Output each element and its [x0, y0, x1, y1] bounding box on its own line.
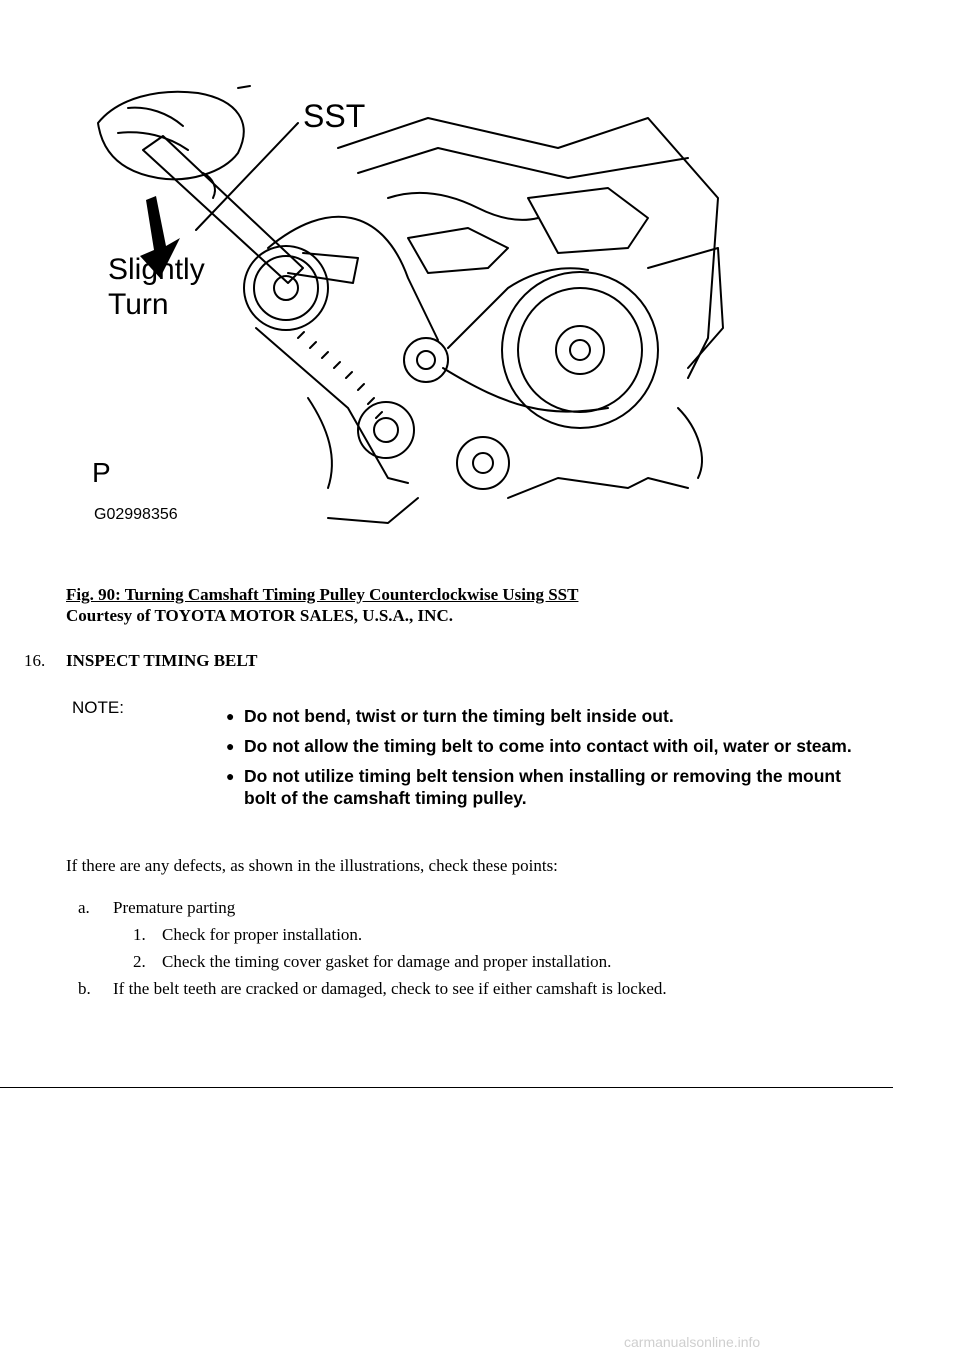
intro-text: If there are any defects, as shown in the illustrations, check these points:: [66, 856, 558, 875]
note-item-text: Do not bend, twist or turn the timing belt inside out.: [244, 706, 674, 726]
step-title: INSPECT TIMING BELT: [66, 651, 258, 670]
list-item-text: Check for proper installation.: [162, 925, 363, 944]
watermark: carmanualsonline.info: [624, 1334, 761, 1350]
list-item-text: Premature parting: [113, 898, 236, 917]
note-list: [224, 705, 864, 817]
list-marker: 1.: [133, 925, 146, 944]
sst-label: SST: [303, 98, 366, 134]
bullet-icon: ●: [226, 768, 235, 784]
note-item-text: Do not utilize timing belt tension when installing or removing the mount bolt of the camshaft timing pulley.: [244, 766, 841, 808]
note-item-text: Do not allow the timing belt to come into contact with oil, water or steam.: [244, 736, 852, 756]
list-item: [78, 979, 667, 999]
list-item-text: If the belt teeth are cracked or damaged, check to see if either camshaft is locked.: [113, 979, 667, 998]
list-marker: 2.: [133, 952, 146, 971]
list-item: [78, 898, 235, 918]
figure-caption-link[interactable]: Fig. 90: Turning Camshaft Timing Pulley Counterclockwise Using SST: [66, 585, 579, 604]
list-item-text: Check the timing cover gasket for damage and proper installation.: [162, 952, 612, 971]
figure-credit: Courtesy of TOYOTA MOTOR SALES, U.S.A., INC.: [66, 606, 453, 625]
note-label: NOTE:: [72, 698, 124, 717]
note-item: [224, 735, 864, 757]
corner-mark-label: P: [92, 457, 111, 488]
note-item: [224, 705, 864, 727]
bullet-icon: ●: [226, 708, 235, 724]
figure-code-label: G02998356: [94, 506, 178, 523]
sub-list-item: [133, 925, 362, 945]
step-number: 16.: [24, 651, 46, 670]
note-item: [224, 765, 864, 809]
sub-list-item: [133, 952, 611, 972]
list-marker: a.: [78, 898, 90, 917]
timing-belt-illustration: [88, 78, 728, 538]
list-marker: b.: [78, 979, 91, 998]
horizontal-rule: [0, 1087, 893, 1088]
bullet-icon: ●: [226, 738, 235, 754]
slightly-label: Slightly: [108, 253, 205, 286]
turn-label: Turn: [108, 288, 169, 321]
